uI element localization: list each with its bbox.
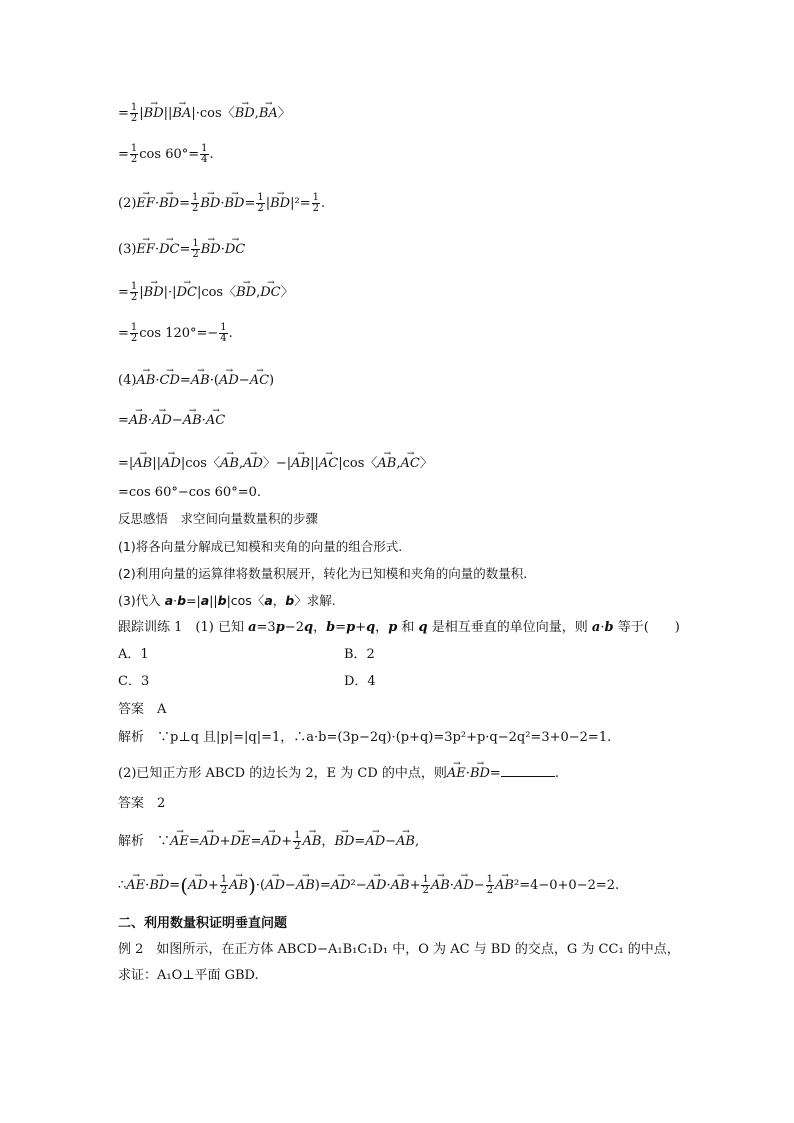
example-2-line-2: 求证：A₁O⊥平面 GBD. [118, 968, 259, 983]
work-line-2: = $\frac{1}{2}$ cos 60°= $\frac{1}{4}$ . [118, 143, 214, 165]
reflection-step-2: (2)利用向量的运算律将数量积展开，转化为已知模和夹角的向量的数量积. [118, 566, 528, 581]
options-row-2 [118, 673, 376, 691]
work-line-1: = $\frac{1}{2}$ |→ BD||→ BA|·cos〈→ BD,→ BA〉 [118, 100, 291, 124]
options-row-1 [118, 646, 375, 664]
section-title: 二、利用数量积证明垂直问题 [118, 916, 288, 931]
work-line-9: =|→ AB||→ AD|cos〈→ AB,→ AD〉−|→ AB||→ AC|cos〈→ AB,→ AC〉 [118, 450, 433, 473]
training-question-1: 跟踪训练 1 (1) 已知 a=3p−2q，b=p+q，p 和 q 是相互垂直的单位向量，则 a·b 等于( ) [118, 620, 680, 635]
analysis-2-line-1: 解析 ∵→ AE=→ AD+→ DE=→ AD+ $\frac{1}{2}$ → AB，→ BD=→ AD−→ AB, [118, 828, 419, 852]
analysis-2-line-2: ∴→ AE·→ BD=(→ AD+ $\frac{1}{2}$ → AB)·(→ AD−→ AB)=→ AD²−→ AD·→ AB+ $\frac{1}{2}$ → AB·→ AD− $\frac{1}{2}$ → AB²=4−0+0−2=2. [118, 872, 619, 896]
answer-1: 答案 A [118, 702, 167, 717]
work-line-6: = $\frac{1}{2}$ cos 120°=− $\frac{1}{4}$ . [118, 322, 233, 344]
option-a: A．1 [118, 647, 149, 662]
answer-2: 答案 2 [118, 796, 166, 811]
reflection-title: 反思感悟 求空间向量数量积的步骤 [118, 511, 319, 526]
option-b: B．2 [344, 647, 375, 662]
training-question-2: (2)已知正方形 ABCD 的边长为 2，E 为 CD 的中点，则→ AE·→ BD= . [118, 760, 559, 783]
work-line-8: =→ AB·→ AD−→ AB·→ AC [118, 407, 225, 430]
work-line-3: (2)→ EF·→ BD= $\frac{1}{2}$ → BD·→ BD= $\frac{1}{2}$ |→ BD|²= $\frac{1}{2}$ . [118, 190, 325, 214]
example-2-line-1: 例 2 如图所示，在正方体 ABCD−A₁B₁C₁D₁ 中，O 为 AC 与 BD 的交点，G 为 CC₁ 的中点， [118, 942, 680, 957]
option-d: D．4 [344, 674, 376, 689]
analysis-1: 解析 ∵p⊥q 且|p|=|q|=1，∴a·b=(3p−2q)·(p+q)=3p²+p·q−2q²=3+0−2=1. [118, 730, 612, 745]
work-line-4: (3)→ EF·→ DC= $\frac{1}{2}$ → BD·→ DC [118, 236, 245, 260]
reflection-step-3: (3)代入 a·b=|a||b|cos〈a，b〉求解. [118, 593, 336, 608]
work-line-5: = $\frac{1}{2}$ |→ BD|·|→ DC|cos〈→ BD,→ DC〉 [118, 279, 294, 303]
work-line-7: (4)→ AB·→ CD=→ AB·(→ AD−→ AC) [118, 367, 274, 390]
work-line-10: =cos 60°−cos 60°=0. [118, 485, 261, 500]
option-c: C．3 [118, 674, 150, 689]
reflection-step-1: (1)将各向量分解成已知模和夹角的向量的组合形式. [118, 539, 403, 554]
